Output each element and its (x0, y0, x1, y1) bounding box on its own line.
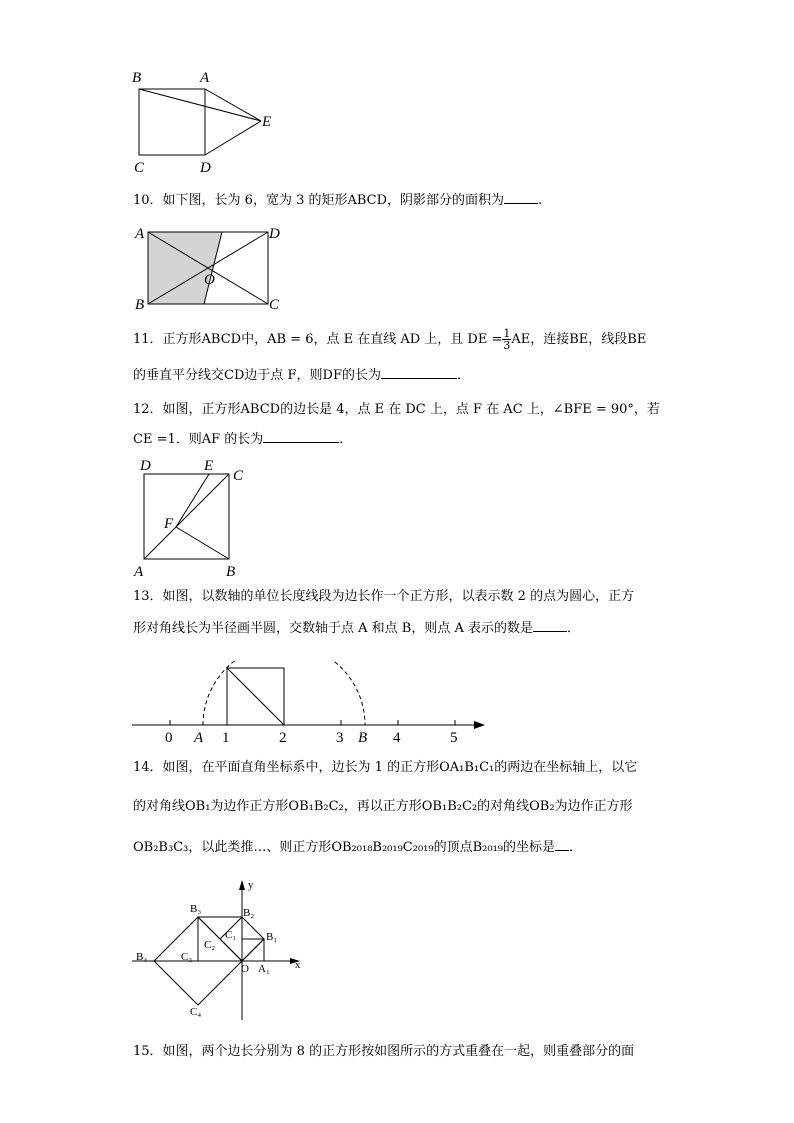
axis-x-label: x (295, 959, 301, 971)
label-E: E (262, 114, 272, 130)
question-14 (133, 758, 663, 778)
label-A: A (134, 564, 144, 580)
question-13-line2-row: 形对角线长为半径画半圆，交数轴于点 A 和点 B，则点 A 表示的数是 ． (133, 621, 581, 636)
question-13-line1: 13．如图，以数轴的单位长度线段为边长作一个正方形，以表示数 2 的点为圆心，正方 (133, 589, 635, 604)
answer-blank-13[interactable] (533, 619, 567, 632)
answer-blank-14[interactable] (555, 838, 569, 851)
question-15 (133, 1042, 663, 1062)
figure-q13-number-line (130, 660, 490, 750)
question-11-line1b: AE，连接BE，线段BE (511, 332, 647, 347)
figure-q14-coordinate (132, 872, 312, 1024)
question-14-line1: 14．如图，在平面直角坐标系中，边长为 1 的正方形OA₁B₁C₁的两边在坐标轴上，以它 (133, 760, 638, 775)
label-O: O (204, 272, 215, 288)
label-B: B (226, 564, 236, 580)
question-13-line2: 形对角线长为半径画半圆，交数轴于点 A 和点 B，则点 A 表示的数是 (133, 621, 533, 636)
question-11 (133, 328, 663, 351)
label-B: B (132, 70, 142, 86)
figure-q10 (128, 222, 288, 314)
question-12-line2-row: CE =1．则AF 的长为 ． (133, 432, 353, 447)
label-C: C (233, 468, 244, 484)
label-B3: B₃ (190, 903, 202, 915)
question-10: 10．如下图，长为 6，宽为 3 的矩形ABCD，阴影部分的面积为 . (133, 193, 543, 208)
question-14-line3: OB₂B₃C₃，以此类推…、则正方形OB₂₀₁₈B₂₀₁₉C₂₀₁₉的顶点B₂₀₁₉的坐标是 (133, 840, 555, 855)
question-14-line2: 的对角线OB₁为边作正方形OB₁B₂C₂，再以正方形OB₁B₂C₂的对角线OB₂为边作正方形 (133, 799, 633, 814)
label-B1: B₁ (266, 931, 278, 943)
tick-3: 3 (336, 730, 344, 746)
question-10-text: 10．如下图，长为 6，宽为 3 的矩形ABCD，阴影部分的面积为 (133, 193, 505, 208)
label-C4: C₄ (190, 1006, 202, 1018)
question-12-line1: 12．如图，正方形ABCD的边长是 4，点 E 在 DC 上，点 F 在 AC 上，∠BFE = 90°，若 (133, 402, 660, 417)
label-C1: C₁ (225, 929, 237, 941)
axis-y-label: y (248, 879, 254, 891)
tick-0: 0 (165, 730, 173, 746)
question-11-line2-row: 的垂直平分线交CD边于点 F，则DF的长为 ． (133, 368, 470, 383)
tick-A: A (194, 730, 204, 746)
question-11-line1a: 11．正方形ABCD中，AB = 6，点 E 在直线 AD 上，且 DE = (133, 332, 503, 347)
tick-2: 2 (279, 730, 287, 746)
label-C: C (134, 160, 145, 176)
answer-blank-11[interactable] (381, 366, 457, 379)
label-B4: B₄ (136, 951, 148, 963)
tick-5: 5 (450, 730, 458, 746)
tick-B: B (358, 730, 368, 746)
label-E: E (204, 458, 214, 474)
question-13 (133, 587, 663, 607)
label-B2: B₂ (243, 907, 255, 919)
question-11-line2: 的垂直平分线交CD边于点 F，则DF的长为 (133, 368, 381, 383)
label-O: O (241, 963, 249, 975)
fraction-denominator: 3 (503, 339, 511, 352)
answer-blank-10[interactable] (504, 191, 538, 204)
question-15-line1: 15．如图，两个边长分别为 8 的正方形按如图所示的方式重叠在一起，则重叠部分的面 (133, 1044, 635, 1059)
label-C2: C₂ (204, 939, 216, 951)
tick-4: 4 (393, 730, 401, 746)
label-D: D (140, 458, 151, 474)
figure-q9 (128, 62, 288, 180)
label-A1: A₁ (258, 963, 270, 975)
label-C3: C₃ (181, 951, 193, 963)
question-12-line2: CE =1．则AF 的长为 (133, 432, 264, 447)
label-A: A (200, 70, 210, 86)
label-D: D (269, 226, 280, 242)
label-C: C (269, 297, 280, 313)
tick-1: 1 (222, 730, 230, 746)
question-14-line3-row: OB₂B₃C₃，以此类推…、则正方形OB₂₀₁₈B₂₀₁₉C₂₀₁₉的顶点B₂₀₁₉的坐标是 ． (133, 840, 583, 855)
figure-q12 (132, 456, 252, 582)
question-12 (133, 400, 663, 420)
fraction-numerator: 1 (503, 327, 511, 340)
label-D: D (200, 160, 211, 176)
label-A: A (135, 226, 145, 242)
answer-blank-12[interactable] (263, 430, 339, 443)
question-14-line2-row (133, 797, 663, 817)
label-B: B (135, 297, 145, 313)
label-F: F (164, 516, 174, 532)
